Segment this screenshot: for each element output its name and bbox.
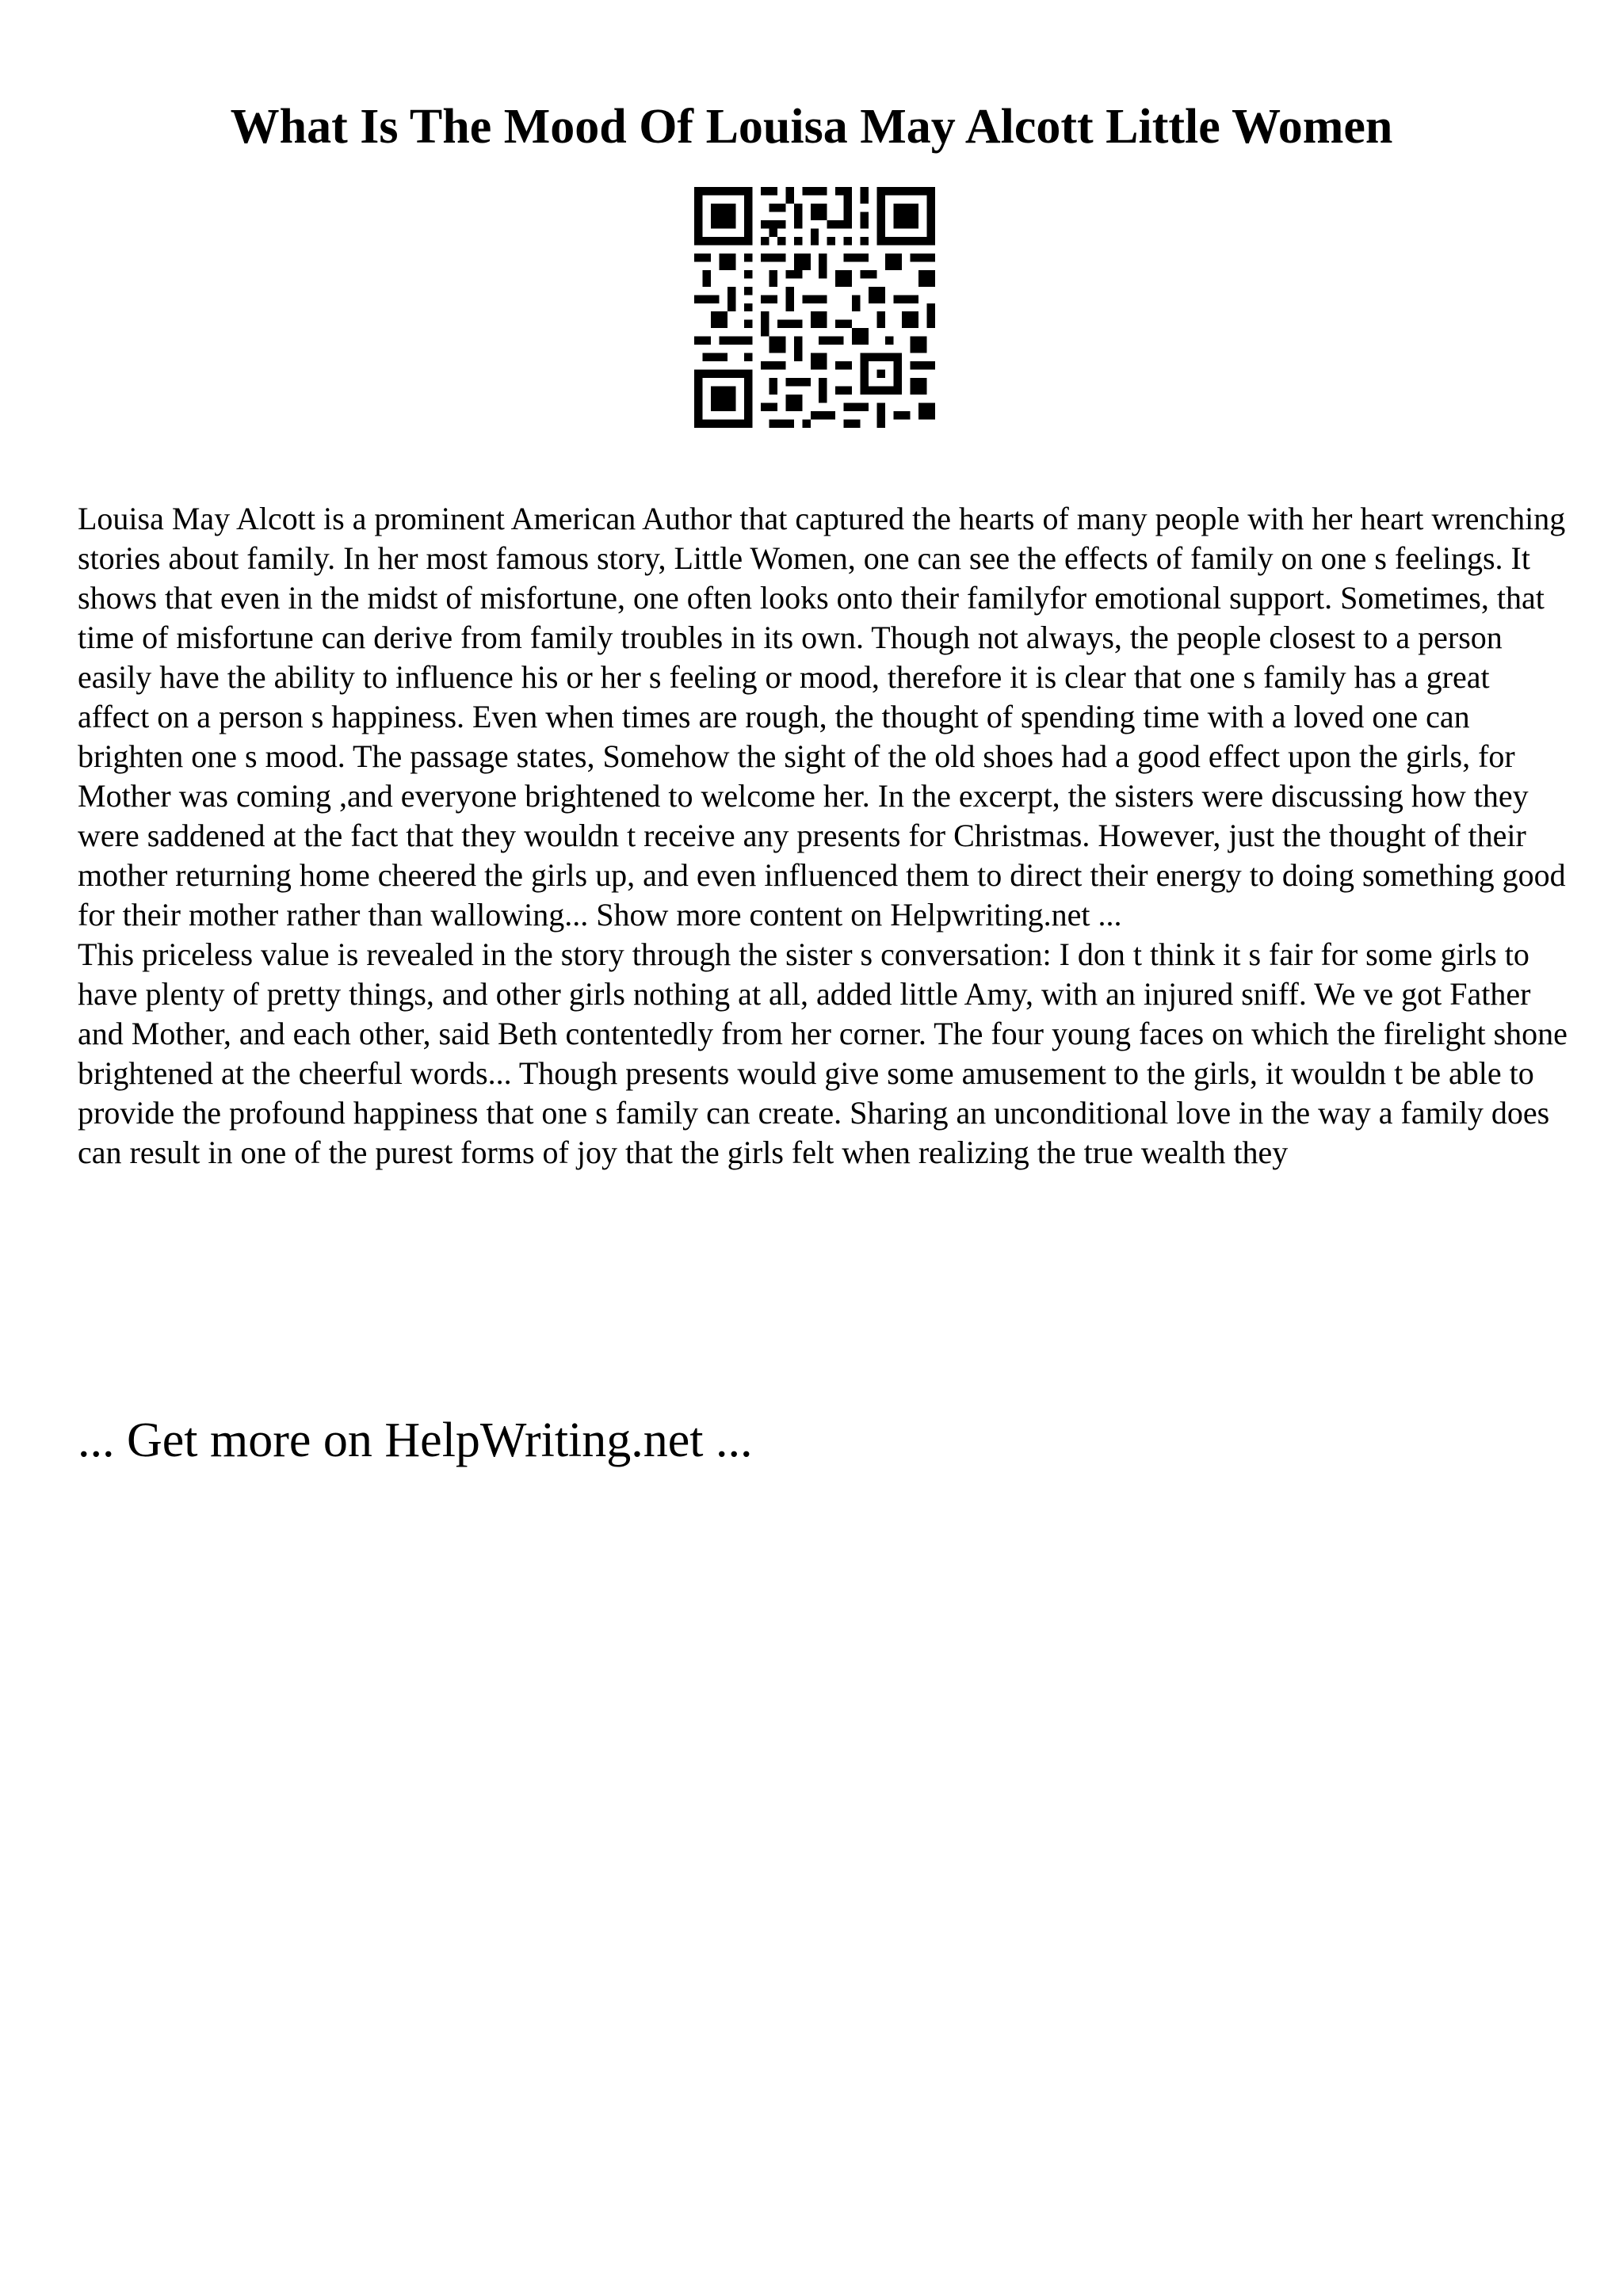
get-more-link[interactable]: ... Get more on HelpWriting.net ...	[78, 1413, 753, 1467]
article-body	[78, 499, 1568, 1173]
body-paragraph: This priceless value is revealed in the story through the sister s conversation: I don t think it s fair for some girls to have plenty of pretty things, and other girls nothing at all, added little Amy, with an injured sniff. We ve got Father and Mother, and each other, said Beth contentedly from her corner. The four young faces on which the firelight shone brightened at the cheerful words... Though presents would give some amusement to the girls, it wouldn t be able to provide the profound happiness that one s family can create. Sharing an unconditional love in the way a family does can result in one of the purest forms of joy that the girls felt when realizing the true wealth they	[78, 936, 1568, 1170]
qr-code-icon	[694, 187, 935, 428]
page-title: What Is The Mood Of Louisa May Alcott Little Women	[230, 100, 1393, 154]
body-paragraph: Louisa May Alcott is a prominent American Author that captured the hearts of many people with her heart wrenching stories about family. In her most famous story, Little Women, one can see the effects of family on one s feelings. It shows that even in the midst of misfortune, one often looks onto their familyfor emotional support. Sometimes, that time of misfortune can derive from family troubles in its own. Though not always, the people closest to a person easily have the ability to influence his or her s feeling or mood, therefore it is clear that one s family has a great affect on a person s happiness. Even when times are rough, the thought of spending time with a loved one can brighten one s mood. The passage states, Somehow the sight of the old shoes had a good effect upon the girls, for Mother was coming ,and everyone brightened to welcome her. In the excerpt, the sisters were discussing how they were saddened at the fact that they wouldn t receive any presents for Christmas. However, just the thought of their mother returning home cheered the girls up, and even influenced them to direct their energy to doing something good for their mother rather than wallowing... Show more content on Helpwriting.net ...	[78, 501, 1566, 933]
